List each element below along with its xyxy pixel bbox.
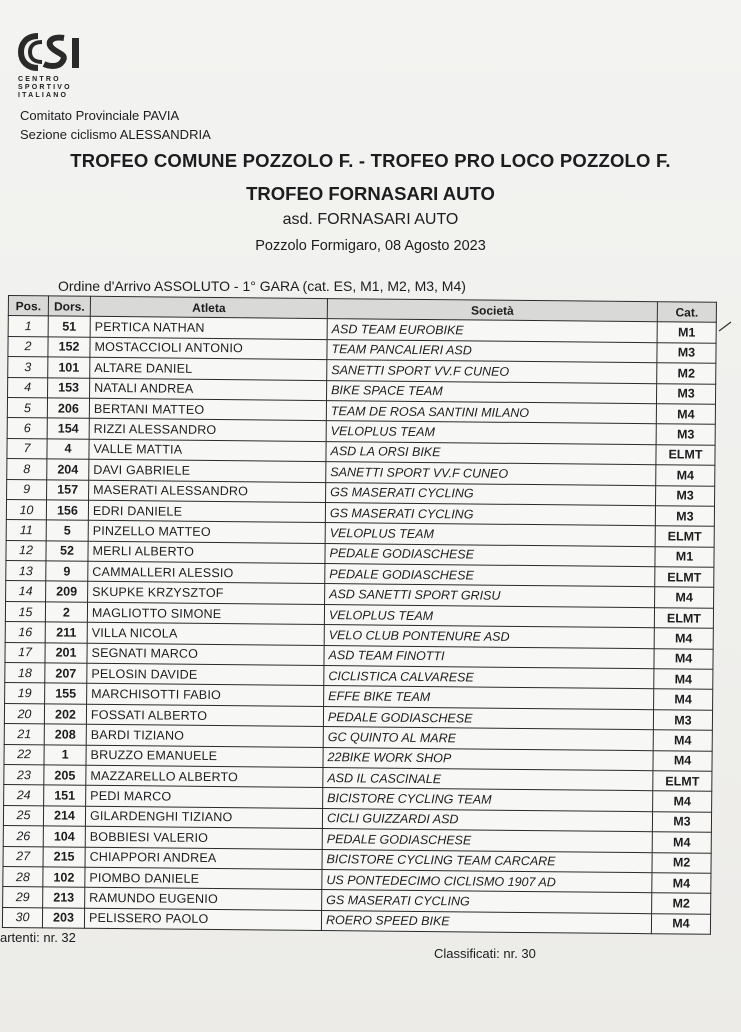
cell-cat: M4: [653, 791, 712, 812]
cell-dors: 4: [47, 439, 89, 460]
cell-society: ASD SANETTI SPORT GRISU: [325, 584, 655, 608]
cell-society: PEDALE GODIASCHESE: [323, 706, 653, 730]
cell-athlete: RAMUNDO EUGENIO: [85, 888, 322, 911]
cell-athlete: GILARDENGHI TIZIANO: [85, 806, 322, 829]
cell-society: PEDALE GODIASCHESE: [325, 543, 655, 567]
pen-mark-icon: [718, 320, 732, 332]
cell-society: BICISTORE CYCLING TEAM: [323, 788, 653, 812]
cell-cat: ELMT: [654, 608, 713, 629]
cell-athlete: PELISSERO PAOLO: [84, 908, 321, 931]
cell-athlete: SKUPKE KRZYSZTOF: [88, 582, 325, 605]
cell-dors: 214: [43, 806, 85, 827]
cell-society: ASD LA ORSI BIKE: [326, 441, 656, 465]
cell-pos: 29: [3, 887, 43, 908]
cell-pos: 5: [7, 397, 47, 418]
cell-cat: ELMT: [653, 771, 712, 792]
cell-pos: 8: [7, 459, 47, 480]
cell-dors: 207: [45, 663, 87, 684]
csi-logo: [18, 30, 93, 100]
cell-dors: 52: [46, 541, 88, 562]
cell-pos: 28: [3, 866, 43, 887]
cell-society: VELOPLUS TEAM: [324, 604, 654, 628]
cell-dors: 204: [47, 459, 89, 480]
cell-dors: 155: [45, 683, 87, 704]
cell-pos: 23: [4, 764, 44, 785]
cell-society: GC QUINTO AL MARE: [323, 727, 653, 751]
cell-athlete: MOSTACCIOLI ANTONIO: [90, 337, 327, 360]
cell-pos: 19: [5, 683, 45, 704]
logo-word: CENTRO: [18, 76, 61, 83]
col-header-dors: Dors.: [48, 296, 90, 317]
cell-athlete: DAVI GABRIELE: [89, 459, 326, 482]
cell-athlete: SEGNATI MARCO: [87, 643, 324, 666]
cell-society: ROERO SPEED BIKE: [321, 910, 651, 934]
cell-dors: 213: [43, 887, 85, 908]
cell-society: VELOPLUS TEAM: [326, 421, 656, 445]
cell-pos: 14: [6, 581, 46, 602]
cell-athlete: BERTANI MATTEO: [89, 398, 326, 421]
cell-society: BICISTORE CYCLING TEAM CARCARE: [322, 849, 652, 873]
cell-pos: 18: [5, 663, 45, 684]
results-table: [2, 295, 717, 935]
cell-society: SANETTI SPORT VV.F CUNEO: [326, 462, 656, 486]
cell-cat: M3: [655, 506, 714, 527]
cell-dors: 202: [44, 704, 86, 725]
cell-athlete: RIZZI ALESSANDRO: [89, 419, 326, 442]
cell-society: GS MASERATI CYCLING: [326, 482, 656, 506]
cell-society: GS MASERATI CYCLING: [325, 502, 655, 526]
cell-dors: 104: [43, 826, 85, 847]
cell-pos: 25: [3, 805, 43, 826]
cell-dors: 211: [45, 622, 87, 643]
cell-athlete: PEDI MARCO: [86, 786, 323, 809]
cell-dors: 1: [44, 744, 86, 765]
cell-cat: M4: [653, 750, 712, 771]
cell-cat: M4: [654, 648, 713, 669]
cell-athlete: ALTARE DANIEL: [90, 357, 327, 380]
cell-society: EFFE BIKE TEAM: [324, 686, 654, 710]
cell-cat: M4: [655, 587, 714, 608]
logo-wordmark: [18, 76, 93, 100]
cell-pos: 10: [6, 499, 46, 520]
cell-athlete: MAZZARELLO ALBERTO: [86, 765, 323, 788]
cell-dors: 2: [45, 602, 87, 623]
event-title-line1: TROFEO COMUNE POZZOLO F. - TROFEO PRO LOCO POZZOLO F.: [70, 150, 671, 171]
cell-pos: 6: [7, 418, 47, 439]
cell-athlete: CAMMALLERI ALESSIO: [88, 561, 325, 584]
cell-dors: 151: [44, 785, 86, 806]
cell-pos: 13: [6, 561, 46, 582]
cell-pos: 24: [4, 785, 44, 806]
cell-pos: 30: [2, 907, 42, 928]
cell-society: SANETTI SPORT VV.F CUNEO: [327, 360, 657, 384]
cell-cat: M4: [654, 628, 713, 649]
place-date: Pozzolo Formigaro, 08 Agosto 2023: [255, 238, 486, 254]
cell-athlete: MASERATI ALESSANDRO: [89, 480, 326, 503]
cell-society: ASD TEAM EUROBIKE: [327, 319, 657, 343]
cell-pos: 20: [4, 703, 44, 724]
cell-athlete: PIOMBO DANIELE: [85, 867, 322, 890]
col-header-athlete: Atleta: [90, 296, 327, 319]
partenti-count: artenti: nr. 32: [0, 930, 76, 945]
cell-dors: 9: [46, 561, 88, 582]
cell-cat: M3: [652, 811, 711, 832]
cell-pos: 16: [5, 622, 45, 643]
cell-athlete: PINZELLO MATTEO: [88, 521, 325, 544]
cell-pos: 3: [8, 357, 48, 378]
col-header-society: Società: [327, 299, 657, 323]
col-header-pos: Pos.: [8, 296, 48, 317]
cell-society: PEDALE GODIASCHESE: [325, 564, 655, 588]
cell-dors: 152: [48, 337, 90, 358]
logo-word: ITALIANO: [18, 92, 69, 99]
cell-cat: M4: [651, 913, 710, 934]
cell-cat: M3: [656, 424, 715, 445]
cell-cat: M2: [652, 893, 711, 914]
cell-athlete: VALLE MATTIA: [89, 439, 326, 462]
cell-dors: 157: [47, 479, 89, 500]
cell-pos: 7: [7, 438, 47, 459]
cell-cat: M2: [657, 363, 716, 384]
cell-cat: M4: [652, 873, 711, 894]
cell-athlete: EDRI DANIELE: [88, 500, 325, 523]
cell-society: GS MASERATI CYCLING: [322, 890, 652, 914]
cell-dors: 156: [46, 500, 88, 521]
cell-dors: 205: [44, 765, 86, 786]
cell-dors: 153: [48, 377, 90, 398]
cell-society: TEAM PANCALIERI ASD: [327, 339, 657, 363]
committee-info: [20, 106, 211, 144]
cell-pos: 27: [3, 846, 43, 867]
cell-cat: ELMT: [655, 526, 714, 547]
cell-athlete: CHIAPPORI ANDREA: [85, 847, 322, 870]
cell-dors: 51: [48, 316, 90, 337]
cell-athlete: MAGLIOTTO SIMONE: [87, 602, 324, 625]
cell-pos: 22: [4, 744, 44, 765]
cell-dors: 203: [42, 908, 84, 929]
cell-cat: ELMT: [655, 567, 714, 588]
cell-society: CICLISTICA CALVARESE: [324, 666, 654, 690]
cell-cat: M1: [657, 322, 716, 343]
cell-cat: M4: [656, 404, 715, 425]
cell-pos: 15: [5, 601, 45, 622]
cell-athlete: FOSSATI ALBERTO: [86, 704, 323, 727]
cell-cat: M4: [653, 730, 712, 751]
cell-society: ASD IL CASCINALE: [323, 768, 653, 792]
cell-pos: 12: [6, 540, 46, 561]
cell-society: TEAM DE ROSA SANTINI MILANO: [326, 401, 656, 425]
event-title-line2: TROFEO FORNASARI AUTO: [246, 183, 495, 204]
cell-pos: 9: [7, 479, 47, 500]
cell-athlete: MARCHISOTTI FABIO: [87, 684, 324, 707]
cell-cat: M2: [652, 852, 711, 873]
cell-cat: ELMT: [656, 444, 715, 465]
cell-athlete: MERLI ALBERTO: [88, 541, 325, 564]
cell-pos: 4: [8, 377, 48, 398]
cell-athlete: PERTICA NATHAN: [90, 317, 327, 340]
order-title: Ordine d'Arrivo ASSOLUTO - 1° GARA (cat. ES, M1, M2, M3, M4): [58, 278, 466, 294]
cell-pos: 1: [8, 316, 48, 337]
cell-society: CICLI GUIZZARDI ASD: [322, 808, 652, 832]
cell-cat: M3: [653, 710, 712, 731]
cell-dors: 102: [43, 867, 85, 888]
cell-cat: M3: [656, 485, 715, 506]
cell-cat: M3: [657, 343, 716, 364]
cell-pos: 26: [3, 826, 43, 847]
cell-dors: 201: [45, 643, 87, 664]
cell-society: US PONTEDECIMO CICLISMO 1907 AD: [322, 869, 652, 893]
cell-athlete: BARDI TIZIANO: [86, 724, 323, 747]
cell-cat: M4: [654, 669, 713, 690]
cell-dors: 208: [44, 724, 86, 745]
cell-athlete: NATALI ANDREA: [90, 378, 327, 401]
cell-society: ASD TEAM FINOTTI: [324, 645, 654, 669]
csi-logo-icon: [18, 30, 88, 74]
cell-pos: 2: [8, 336, 48, 357]
cell-dors: 101: [48, 357, 90, 378]
cell-athlete: VILLA NICOLA: [87, 623, 324, 646]
cell-society: PEDALE GODIASCHESE: [322, 829, 652, 853]
organizer: asd. FORNASARI AUTO: [282, 211, 459, 228]
cell-pos: 11: [6, 520, 46, 541]
section-line: Sezione ciclismo ALESSANDRIA: [20, 127, 211, 142]
cell-cat: M4: [654, 689, 713, 710]
cell-athlete: PELOSIN DAVIDE: [87, 663, 324, 686]
cell-society: 22BIKE WORK SHOP: [323, 747, 653, 771]
cell-cat: M4: [652, 832, 711, 853]
cell-cat: M3: [656, 383, 715, 404]
cell-pos: 21: [4, 724, 44, 745]
cell-athlete: BRUZZO EMANUELE: [86, 745, 323, 768]
col-header-cat: Cat.: [657, 302, 716, 323]
logo-word: SPORTIVO: [18, 84, 72, 91]
classificati-count: Classificati: nr. 30: [434, 946, 536, 961]
cell-society: VELO CLUB PONTENURE ASD: [324, 625, 654, 649]
cell-cat: M4: [656, 465, 715, 486]
committee-line: Comitato Provinciale PAVIA: [20, 108, 180, 123]
cell-athlete: BOBBIESI VALERIO: [85, 826, 322, 849]
cell-dors: 154: [47, 418, 89, 439]
cell-dors: 206: [47, 398, 89, 419]
cell-dors: 5: [46, 520, 88, 541]
cell-society: BIKE SPACE TEAM: [327, 380, 657, 404]
cell-dors: 215: [43, 846, 85, 867]
cell-cat: M1: [655, 546, 714, 567]
cell-dors: 209: [46, 581, 88, 602]
cell-pos: 17: [5, 642, 45, 663]
cell-society: VELOPLUS TEAM: [325, 523, 655, 547]
